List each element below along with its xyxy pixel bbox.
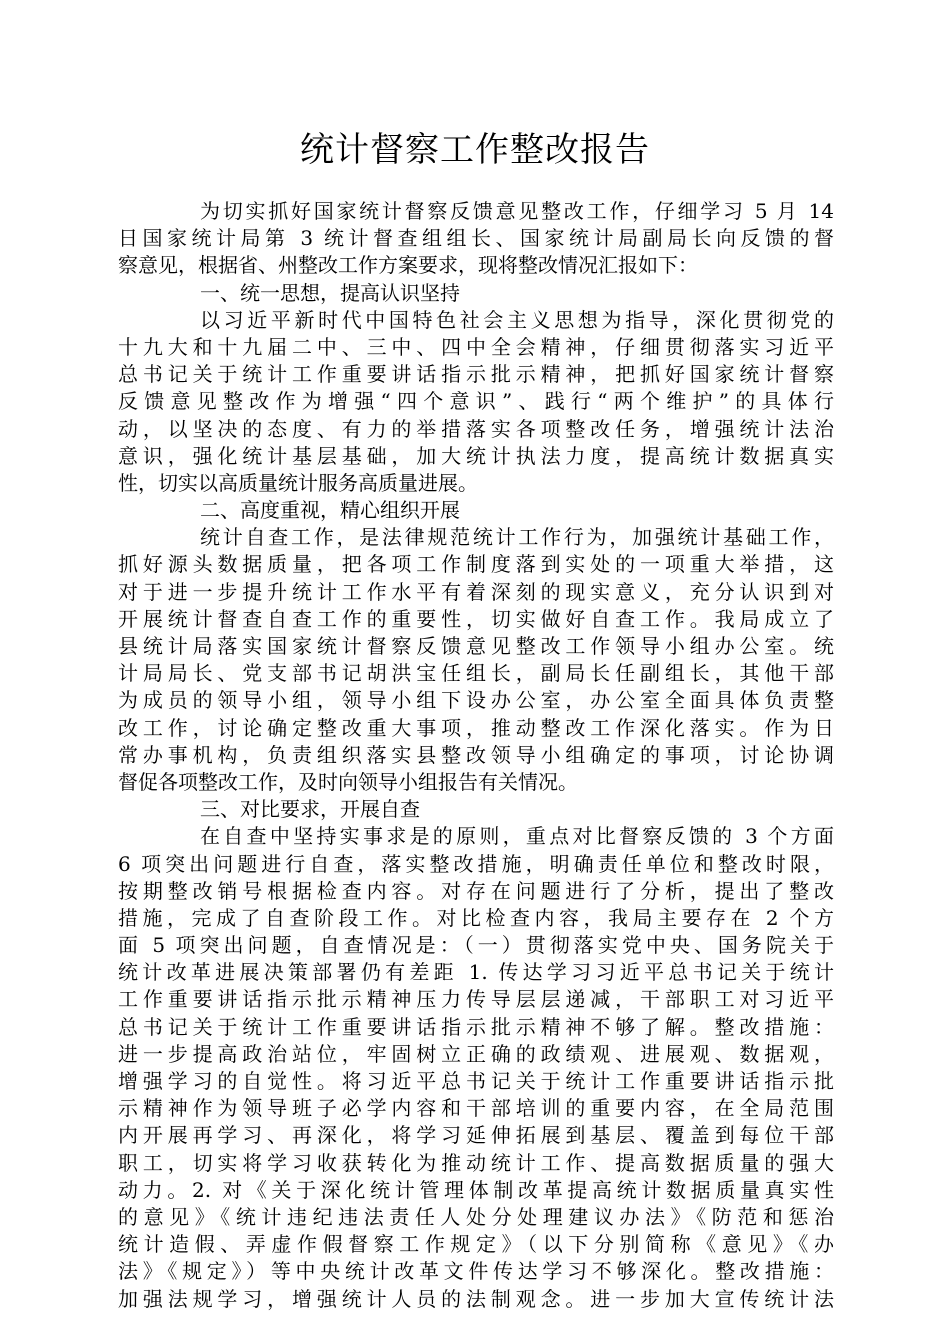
body-line: 常办事机构，负责组织落实县整改领导小组确定的事项，讨论协调	[118, 742, 834, 767]
body-line: 督促各项整改工作，及时向领导小组报告有关情况。	[118, 769, 578, 794]
body-line: 三、对比要求，开展自查	[200, 797, 420, 822]
body-line: 6 项突出问题进行自查，落实整改措施，明确责任单位和整改时限，	[118, 851, 834, 876]
body-line: 工作重要讲话指示批示精神压力传导层层递减，干部职工对习近平	[118, 987, 834, 1012]
document-title: 统计督察工作整改报告	[300, 130, 650, 170]
body-line: 十九大和十九届二中、三中、四中全会精神，仔细贯彻落实习近平	[118, 334, 834, 359]
body-line: 以习近平新时代中国特色社会主义思想为指导，深化贯彻党的	[200, 307, 834, 332]
body-line: 性，切实以高质量统计服务高质量进展。	[118, 470, 478, 495]
body-line: 进一步提高政治站位，牢固树立正确的政绩观、进展观、数据观，	[118, 1041, 834, 1066]
body-line: 法》《规定》）等中央统计改革文件传达学习不够深化。整改措施：	[118, 1259, 834, 1284]
document-body	[118, 198, 834, 1313]
body-line: 察意见，根据省、州整改工作方案要求，现将整改情况汇报如下：	[118, 253, 698, 278]
body-line: 统计自查工作，是法律规范统计工作行为，加强统计基础工作，	[200, 525, 834, 550]
body-line: 统计造假、弄虚作假督察工作规定》（以下分别简称《意见》《办	[118, 1232, 834, 1257]
body-line: 意识，强化统计基层基础，加大统计执法力度，提高统计数据真实	[118, 443, 834, 468]
body-line: 增强学习的自觉性。将习近平总书记关于统计工作重要讲话指示批	[118, 1069, 834, 1093]
body-line: 一、统一思想，提高认识坚持	[200, 280, 460, 305]
body-line: 抓好源头数据质量，把各项工作制度落到实处的一项重大举措，这	[118, 552, 834, 577]
body-line: 职工，切实将学习收获转化为推动统计工作、提高数据质量的强大	[118, 1150, 834, 1175]
body-line: 加强法规学习，增强统计人员的法制观念。进一步加大宣传统计法	[118, 1286, 834, 1311]
body-line: 为成员的领导小组，领导小组下设办公室，办公室全面具体负责整	[118, 688, 834, 713]
body-line: 内开展再学习、再深化，将学习延伸拓展到基层、覆盖到每位干部	[118, 1123, 834, 1148]
body-line: 反馈意见整改作为增强“四个意识”、践行“两个维护”的具体行	[118, 389, 834, 414]
body-line: 动，以坚决的态度、有力的举措落实各项整改任务，增强统计法治	[118, 416, 834, 441]
body-line: 按期整改销号根据检查内容。对存在问题进行了分析，提出了整改	[118, 878, 834, 903]
body-line: 措施，完成了自查阶段工作。对比检查内容，我局主要存在 2 个方	[118, 905, 834, 930]
body-line: 在自查中坚持实事求是的原则，重点对比督察反馈的 3 个方面	[200, 824, 834, 849]
body-line: 的意见》《统计违纪违法责任人处分处理建议办法》《防范和惩治	[118, 1204, 834, 1229]
body-line: 示精神作为领导班子必学内容和干部培训的重要内容，在全局范围	[118, 1096, 834, 1121]
body-line: 动力。2. 对《关于深化统计管理体制改革提高统计数据质量真实性	[118, 1177, 834, 1202]
body-line: 对于进一步提升统计工作水平有着深刻的现实意义，充分认识到对	[118, 579, 834, 604]
body-line: 总书记关于统计工作重要讲话指示批示精神，把抓好国家统计督察	[118, 362, 834, 387]
body-line: 日国家统计局第 3 统计督查组组长、国家统计局副局长向反馈的督	[118, 226, 834, 251]
body-line: 总书记关于统计工作重要讲话指示批示精神不够了解。整改措施：	[118, 1014, 834, 1039]
body-line: 县统计局落实国家统计督察反馈意见整改工作领导小组办公室。统	[118, 634, 834, 658]
body-line: 面 5 项突出问题，自查情况是：（一）贯彻落实党中央、国务院关于	[118, 933, 834, 958]
body-line: 改工作，讨论确定整改重大事项，推动整改工作深化落实。作为日	[118, 715, 834, 740]
body-line: 计局局长、党支部书记胡洪宝任组长，副局长任副组长，其他干部	[118, 661, 834, 686]
body-line: 二、高度重视，精心组织开展	[200, 498, 460, 523]
body-line: 为切实抓好国家统计督察反馈意见整改工作，仔细学习 5 月 14	[200, 199, 834, 223]
body-line: 开展统计督查自查工作的重要性，切实做好自查工作。我局成立了	[118, 606, 834, 631]
body-line: 统计改革进展决策部署仍有差距 1. 传达学习习近平总书记关于统计	[118, 960, 834, 985]
